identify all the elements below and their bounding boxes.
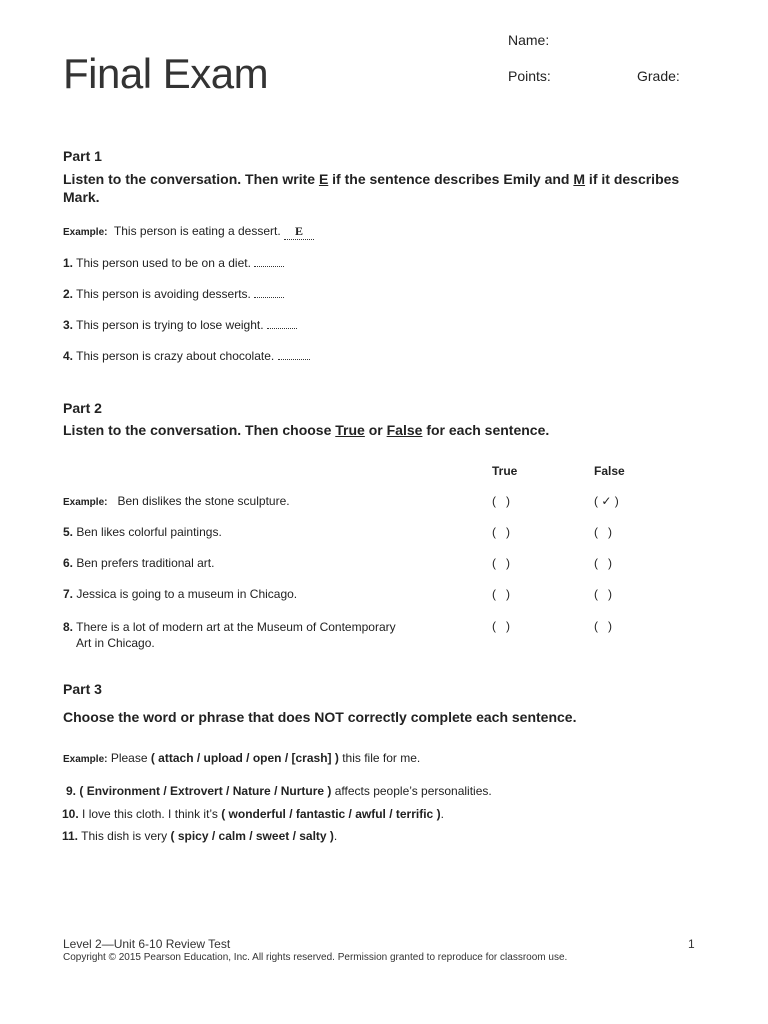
answer-blank[interactable] bbox=[267, 318, 297, 329]
table-row bbox=[63, 619, 396, 651]
example-text: This person is eating a dessert. bbox=[113, 224, 281, 238]
true-checkbox[interactable]: ( ) bbox=[492, 525, 510, 539]
item-text: This person is trying to lose weight. bbox=[76, 318, 264, 332]
item-post: affects people’s personalities. bbox=[331, 784, 492, 798]
part2-heading: Part 2 bbox=[63, 400, 102, 416]
item-choices[interactable]: ( wonderful / fantastic / awful / terrific ) bbox=[221, 807, 441, 821]
item-number: 9. bbox=[66, 784, 77, 798]
example-text: Ben dislikes the stone sculpture. bbox=[117, 494, 290, 508]
part1-instr-e: E bbox=[318, 171, 329, 187]
answer-blank[interactable] bbox=[278, 349, 310, 360]
item-number: 1. bbox=[63, 256, 74, 270]
list-item bbox=[62, 829, 337, 843]
footer-copyright: Copyright © 2015 Pearson Education, Inc. All rights reserved. Permission granted to reproduce for classroom use. bbox=[63, 952, 568, 963]
item-number: 11. bbox=[62, 829, 79, 843]
item-text: Ben likes colorful paintings. bbox=[76, 525, 222, 539]
example-post: this file for me. bbox=[338, 751, 421, 765]
item-post: . bbox=[333, 829, 338, 843]
item-text: This person is crazy about chocolate. bbox=[76, 349, 275, 363]
item-number: 5. bbox=[63, 525, 74, 539]
part2-example bbox=[63, 494, 290, 508]
table-row bbox=[63, 556, 214, 570]
item-pre: This dish is very bbox=[78, 829, 171, 843]
item-choices[interactable]: ( spicy / calm / sweet / salty ) bbox=[170, 829, 334, 843]
table-row bbox=[63, 587, 297, 601]
false-checkbox[interactable]: ( ) bbox=[594, 556, 612, 570]
example-tag: Example: bbox=[63, 754, 108, 765]
item-text: Jessica is going to a museum in Chicago. bbox=[76, 587, 298, 601]
part1-instr-c: if it describes Mark. bbox=[63, 171, 680, 205]
item-text-continued: Art in Chicago. bbox=[76, 636, 155, 650]
false-checkbox[interactable]: ( ) bbox=[594, 525, 612, 539]
item-number: 7. bbox=[63, 587, 74, 601]
example-pre: Please bbox=[110, 751, 151, 765]
footer-test-name: Level 2—Unit 6-10 Review Test bbox=[63, 937, 231, 951]
column-false-header: False bbox=[594, 464, 625, 478]
part2-instr-or: or bbox=[364, 422, 387, 438]
true-checkbox[interactable]: ( ) bbox=[492, 619, 510, 633]
item-text: There is a lot of modern art at the Museum of Contemporary bbox=[76, 620, 396, 634]
part1-instr-m: M bbox=[573, 171, 586, 187]
item-post: . bbox=[440, 807, 444, 821]
item-number: 6. bbox=[63, 556, 74, 570]
part3-example bbox=[63, 751, 420, 765]
points-label: Points: bbox=[508, 68, 551, 84]
true-checkbox[interactable]: ( ) bbox=[492, 556, 510, 570]
item-text: Ben prefers traditional art. bbox=[76, 556, 215, 570]
part1-instr-a: Listen to the conversation. Then write bbox=[63, 171, 319, 187]
answer-blank[interactable] bbox=[254, 287, 284, 298]
part2-instr-true: True bbox=[335, 422, 365, 438]
part1-instr-b: if the sentence describes Emily and bbox=[328, 171, 574, 187]
part2-instr-b: for each sentence. bbox=[422, 422, 550, 438]
item-number: 3. bbox=[63, 318, 74, 332]
list-item bbox=[63, 349, 310, 363]
item-pre: I love this cloth. I think it’s bbox=[78, 807, 222, 821]
false-checkbox[interactable]: ( ) bbox=[594, 587, 612, 601]
item-number: 4. bbox=[63, 349, 74, 363]
item-text: This person used to be on a diet. bbox=[76, 256, 251, 270]
example-choices: ( attach / upload / open / [crash] ) bbox=[150, 751, 339, 765]
example-true-choice: ( ) bbox=[492, 494, 510, 508]
example-tag: Example: bbox=[63, 227, 108, 238]
part3-instructions: Choose the word or phrase that does NOT correctly complete each sentence. bbox=[63, 709, 577, 725]
column-true-header: True bbox=[492, 464, 518, 478]
list-item bbox=[63, 287, 284, 301]
grade-label: Grade: bbox=[637, 68, 680, 84]
part1-example bbox=[63, 224, 314, 240]
part2-instructions bbox=[63, 421, 703, 439]
part2-instr-false: False bbox=[386, 422, 423, 438]
item-text: This person is avoiding desserts. bbox=[76, 287, 251, 301]
false-checkbox[interactable]: ( ) bbox=[594, 619, 612, 633]
list-item bbox=[63, 256, 284, 270]
item-number: 8. bbox=[63, 620, 74, 634]
example-answer: E bbox=[284, 224, 314, 240]
page-number: 1 bbox=[688, 937, 695, 951]
list-item bbox=[63, 318, 297, 332]
example-false-choice: ( ✓ ) bbox=[594, 494, 619, 508]
table-row bbox=[63, 525, 222, 539]
item-number: 10. bbox=[62, 807, 79, 821]
list-item bbox=[66, 784, 492, 798]
list-item bbox=[62, 807, 444, 821]
name-label: Name: bbox=[508, 32, 550, 48]
part3-heading: Part 3 bbox=[63, 681, 102, 697]
item-number: 2. bbox=[63, 287, 74, 301]
part1-instructions bbox=[63, 170, 703, 206]
part1-heading: Part 1 bbox=[63, 148, 102, 164]
answer-blank[interactable] bbox=[254, 256, 284, 267]
item-choices[interactable]: ( Environment / Extrovert / Nature / Nurture ) bbox=[79, 784, 332, 798]
part2-instr-a: Listen to the conversation. Then choose bbox=[63, 422, 336, 438]
example-tag: Example: bbox=[63, 497, 108, 508]
page-title: Final Exam bbox=[63, 50, 269, 97]
true-checkbox[interactable]: ( ) bbox=[492, 587, 510, 601]
